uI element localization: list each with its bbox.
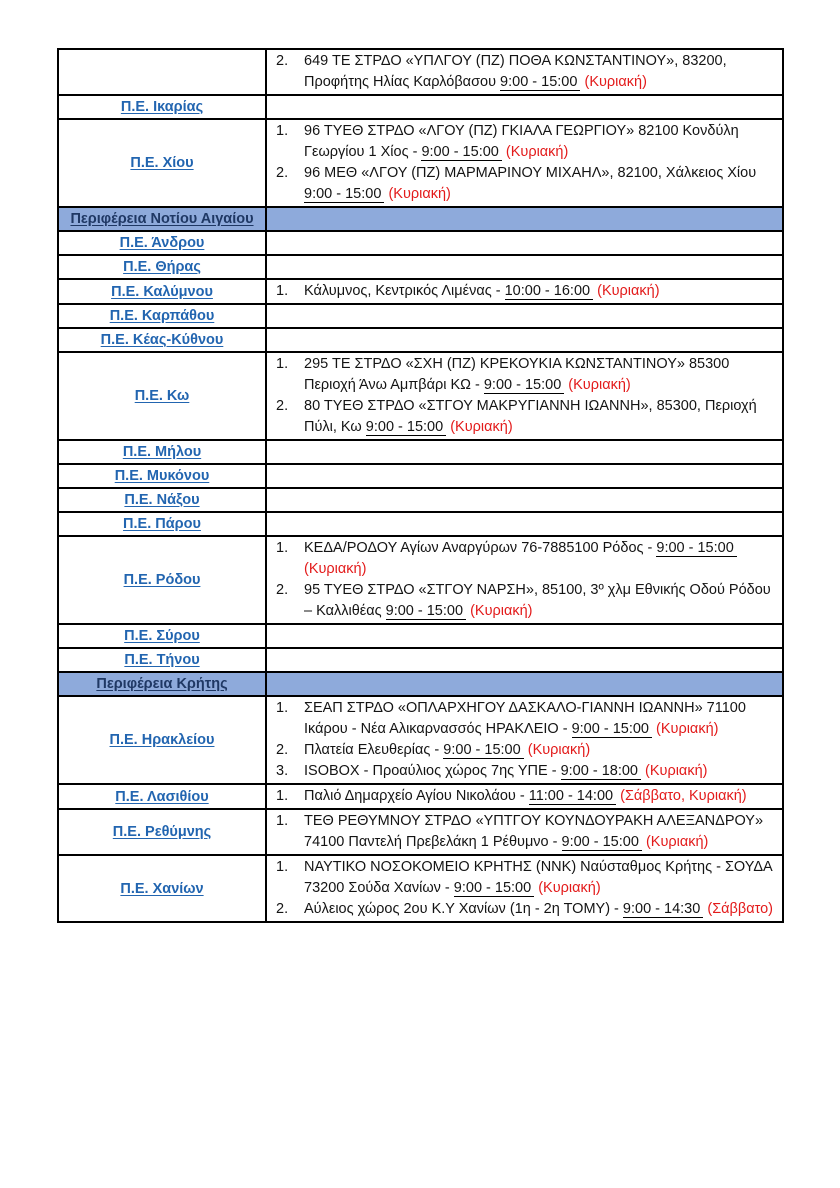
location-hours: 9:00 - 15:00 [656,540,736,557]
region-header-row [58,672,783,696]
unit-name: Π.Ε. Καλύμνου [111,283,213,300]
unit-name: Π.Ε. Λασιθίου [115,788,209,805]
location-item-number: 2. [276,901,289,917]
regions-table [57,48,784,923]
location-hours: 9:00 - 15:00 [386,603,466,620]
unit-row [58,255,783,279]
unit-row [58,231,783,255]
location-text: ΣΕΑΠ ΣΤΡΔΟ «ΟΠΛΑΡΧΗΓΟΥ ΔΑΣΚΑΛΟ-ΓΙΑΝΝΗ ΙΩΑΝΝΗ» 71100 Ικάρου - Νέα Αλικαρνασσός ΗΡΑΚΛΕΙΟ - [304,700,746,737]
unit-locations-cell [266,279,783,304]
unit-name: Π.Ε. Ικαρίας [120,99,204,115]
location-item-number: 1. [276,540,289,556]
unit-name-cell [58,352,266,440]
unit-locations-cell [266,536,783,624]
location-days: (Κυριακή) [597,283,660,299]
unit-row [58,488,783,512]
region-title: Περιφέρεια Νοτίου Αιγαίου [70,211,254,227]
location-item-number: 1. [276,813,289,829]
location-item-number: 2. [276,742,289,758]
location-days: (Κυριακή) [470,603,533,619]
location-text: 95 ΤΥΕΘ ΣΤΡΔΟ «ΣΤΓΟΥ ΝΑΡΣΗ», 85100, 3º χλμ Εθνικής Οδού Ρόδου – Καλλιθέας [304,582,771,619]
unit-name: Π.Ε. Χανίων [120,880,204,897]
unit-name-cell [58,119,266,207]
unit-name: Π.Ε. Πάρου [123,516,201,532]
unit-name-cell [58,696,266,784]
unit-name: Π.Ε. Ηρακλείου [109,732,215,748]
unit-name: Π.Ε. Καρπάθου [109,308,215,324]
unit-name: Π.Ε. Κέας-Κύθνου [100,332,224,348]
location-item-number: 2. [276,53,289,69]
location-text: ΝΑΥΤΙΚΟ ΝΟΣΟΚΟΜΕΙΟ ΚΡΗΤΗΣ (ΝΝΚ) Ναύσταθμος Κρήτης - ΣΟΥΔΑ 73200 Σούδα Χανίων - [304,859,772,896]
location-days: (Κυριακή) [584,74,647,90]
unit-locations-cell [266,231,783,255]
location-days: (Κυριακή) [645,763,708,779]
location-item-number: 1. [276,283,289,299]
location-days: (Σάββατο) [707,901,774,917]
unit-locations-cell [266,304,783,328]
location-item-number: 2. [276,165,289,181]
location-item [276,396,776,438]
location-item-number: 2. [276,398,289,414]
unit-name-cell [58,784,266,809]
location-item [276,354,776,396]
location-text: 649 ΤΕ ΣΤΡΔΟ «ΥΠΛΓΟΥ (ΠΖ) ΠΟΘΑ ΚΩΝΣΤΑΝΤΙΝΟΥ», 83200, Προφήτης Ηλίας Καρλόβασου [304,53,727,90]
location-item [276,281,776,302]
unit-name: Π.Ε. Κω [134,388,190,404]
unit-name-cell [58,809,266,855]
unit-locations-cell [266,855,783,922]
unit-locations-cell [266,488,783,512]
unit-name-cell [58,464,266,488]
location-hours: 9:00 - 15:00 [562,834,642,851]
location-hours: 9:00 - 15:00 [304,186,384,203]
unit-name-cell [58,328,266,352]
location-text: Πλατεία Ελευθερίας - [304,742,440,758]
location-item-number: 1. [276,788,289,804]
location-text: ISOBOX - Προαύλιος χώρος 7ης ΥΠΕ - [304,763,557,779]
unit-row [58,352,783,440]
unit-name: Π.Ε. Μυκόνου [114,468,210,484]
region-header-empty-cell [266,672,783,696]
location-item [276,51,776,93]
unit-locations-cell [266,352,783,440]
location-item-number: 2. [276,582,289,598]
unit-locations-cell [266,464,783,488]
unit-row [58,536,783,624]
location-hours: 9:00 - 15:00 [500,74,580,91]
unit-row [58,809,783,855]
unit-locations-cell [266,440,783,464]
unit-locations-cell [266,648,783,672]
unit-row [58,440,783,464]
location-item [276,580,776,622]
unit-name: Π.Ε. Νάξου [124,492,200,508]
unit-row [58,304,783,328]
unit-name: Π.Ε. Θήρας [123,259,201,275]
unit-name-cell [58,95,266,119]
unit-locations-cell [266,119,783,207]
location-item [276,698,776,740]
unit-name: Π.Ε. Ρεθύμνης [112,824,212,840]
unit-name: Π.Ε. Άνδρου [119,235,205,251]
location-days: (Κυριακή) [388,186,451,202]
unit-name-cell [58,304,266,328]
unit-name-cell [58,855,266,922]
location-text: Κάλυμνος, Κεντρικός Λιμένας - [304,283,501,299]
unit-locations-cell [266,328,783,352]
location-hours: 9:00 - 15:00 [443,742,523,759]
unit-row [58,95,783,119]
location-item [276,786,776,807]
unit-locations-cell [266,95,783,119]
regions-table-body [58,49,783,922]
location-item [276,163,776,205]
location-hours: 9:00 - 15:00 [366,419,446,436]
unit-row [58,279,783,304]
location-text: ΤΕΘ ΡΕΘΥΜΝΟΥ ΣΤΡΔΟ «ΥΠΤΓΟΥ ΚΟΥΝΔΟΥΡΑΚΗ ΑΛΕΞΑΝΔΡΟΥ» 74100 Παντελή Πρεβελάκη 1 Ρέθυμνο - [304,813,764,850]
location-days: (Κυριακή) [304,561,367,577]
unit-name: Π.Ε. Τήνου [124,652,200,668]
unit-row [58,855,783,922]
location-days: (Κυριακή) [527,742,591,758]
unit-name: Π.Ε. Σύρου [124,628,200,644]
location-hours: 11:00 - 14:00 [529,788,616,805]
unit-name: Π.Ε. Μήλου [122,444,202,460]
location-hours: 10:00 - 16:00 [505,283,593,300]
location-hours: 9:00 - 15:00 [454,880,534,897]
location-item-number: 1. [276,356,289,372]
region-header-row [58,207,783,231]
region-header-cell [58,672,266,696]
unit-name-cell [58,440,266,464]
unit-name-cell [58,624,266,648]
unit-row [58,328,783,352]
unit-row [58,464,783,488]
location-item-number: 1. [276,859,289,875]
unit-name-cell [58,488,266,512]
location-days: (Κυριακή) [505,144,569,160]
location-days: (Κυριακή) [656,721,719,737]
unit-row [58,512,783,536]
unit-name-cell [58,536,266,624]
location-item-number: 3. [276,763,289,779]
location-text: 96 ΜΕΘ «ΛΓΟΥ (ΠΖ) ΜΑΡΜΑΡΙΝΟΥ ΜΙΧΑΗΛ», 82100, Χάλκειος Χίου [304,165,757,181]
unit-locations-cell [266,512,783,536]
unit-locations-cell [266,696,783,784]
location-days: (Κυριακή) [538,880,601,896]
unit-row [58,49,783,95]
location-days: (Κυριακή) [450,419,513,435]
location-item [276,121,776,163]
location-text: 80 ΤΥΕΘ ΣΤΡΔΟ «ΣΤΓΟΥ ΜΑΚΡΥΓΙΑΝΝΗ ΙΩΑΝΝΗ», 85300, Περιοχή Πύλι, Κω [304,398,757,435]
location-item [276,811,776,853]
unit-name: Π.Ε. Ρόδου [123,572,201,588]
unit-locations-cell [266,49,783,95]
location-days: (Σάββατο, Κυριακή) [620,788,747,804]
unit-name-cell [58,49,266,95]
location-hours: 9:00 - 18:00 [561,763,641,780]
location-text: ΚΕΔΑ/ΡΟΔΟΥ Αγίων Αναργύρων 76-7885100 Ρόδος - [304,540,653,556]
location-item-number: 1. [276,123,289,139]
location-text: Παλιό Δημαρχείο Αγίου Νικολάου - [304,788,525,804]
location-item [276,857,776,899]
region-title: Περιφέρεια Κρήτης [96,676,228,692]
unit-row [58,648,783,672]
unit-name-cell [58,231,266,255]
location-item [276,899,776,920]
location-text: Αύλειος χώρος 2ου Κ.Υ Χανίων (1η - 2η ΤΟΜΥ) - [304,901,619,917]
unit-locations-cell [266,255,783,279]
location-text: 96 ΤΥΕΘ ΣΤΡΔΟ «ΛΓΟΥ (ΠΖ) ΓΚΙΑΛΑ ΓΕΩΡΓΙΟΥ» 82100 Κονδύλη Γεωργίου 1 Χίος - [304,123,739,160]
location-days: (Κυριακή) [645,834,709,850]
location-hours: 9:00 - 14:30 [623,901,703,918]
unit-row [58,624,783,648]
unit-row [58,784,783,809]
unit-locations-cell [266,624,783,648]
unit-locations-cell [266,809,783,855]
unit-name-cell [58,512,266,536]
unit-name-cell [58,255,266,279]
location-item-number: 1. [276,700,289,716]
unit-locations-cell [266,784,783,809]
location-hours: 9:00 - 15:00 [572,721,652,738]
location-hours: 9:00 - 15:00 [484,377,564,394]
location-text: 295 ΤΕ ΣΤΡΔΟ «ΣΧΗ (ΠΖ) ΚΡΕΚΟΥΚΙΑ ΚΩΝΣΤΑΝΤΙΝΟΥ» 85300 Περιοχή Άνω Αμπβάρι ΚΩ - [304,356,730,393]
location-item [276,740,776,761]
region-header-cell [58,207,266,231]
location-item [276,761,776,782]
unit-row [58,119,783,207]
region-header-empty-cell [266,207,783,231]
unit-name-cell [58,279,266,304]
location-item [276,538,776,580]
location-days: (Κυριακή) [568,377,631,393]
unit-name-cell [58,648,266,672]
unit-name: Π.Ε. Χίου [130,155,194,171]
location-hours: 9:00 - 15:00 [421,144,501,161]
unit-row [58,696,783,784]
